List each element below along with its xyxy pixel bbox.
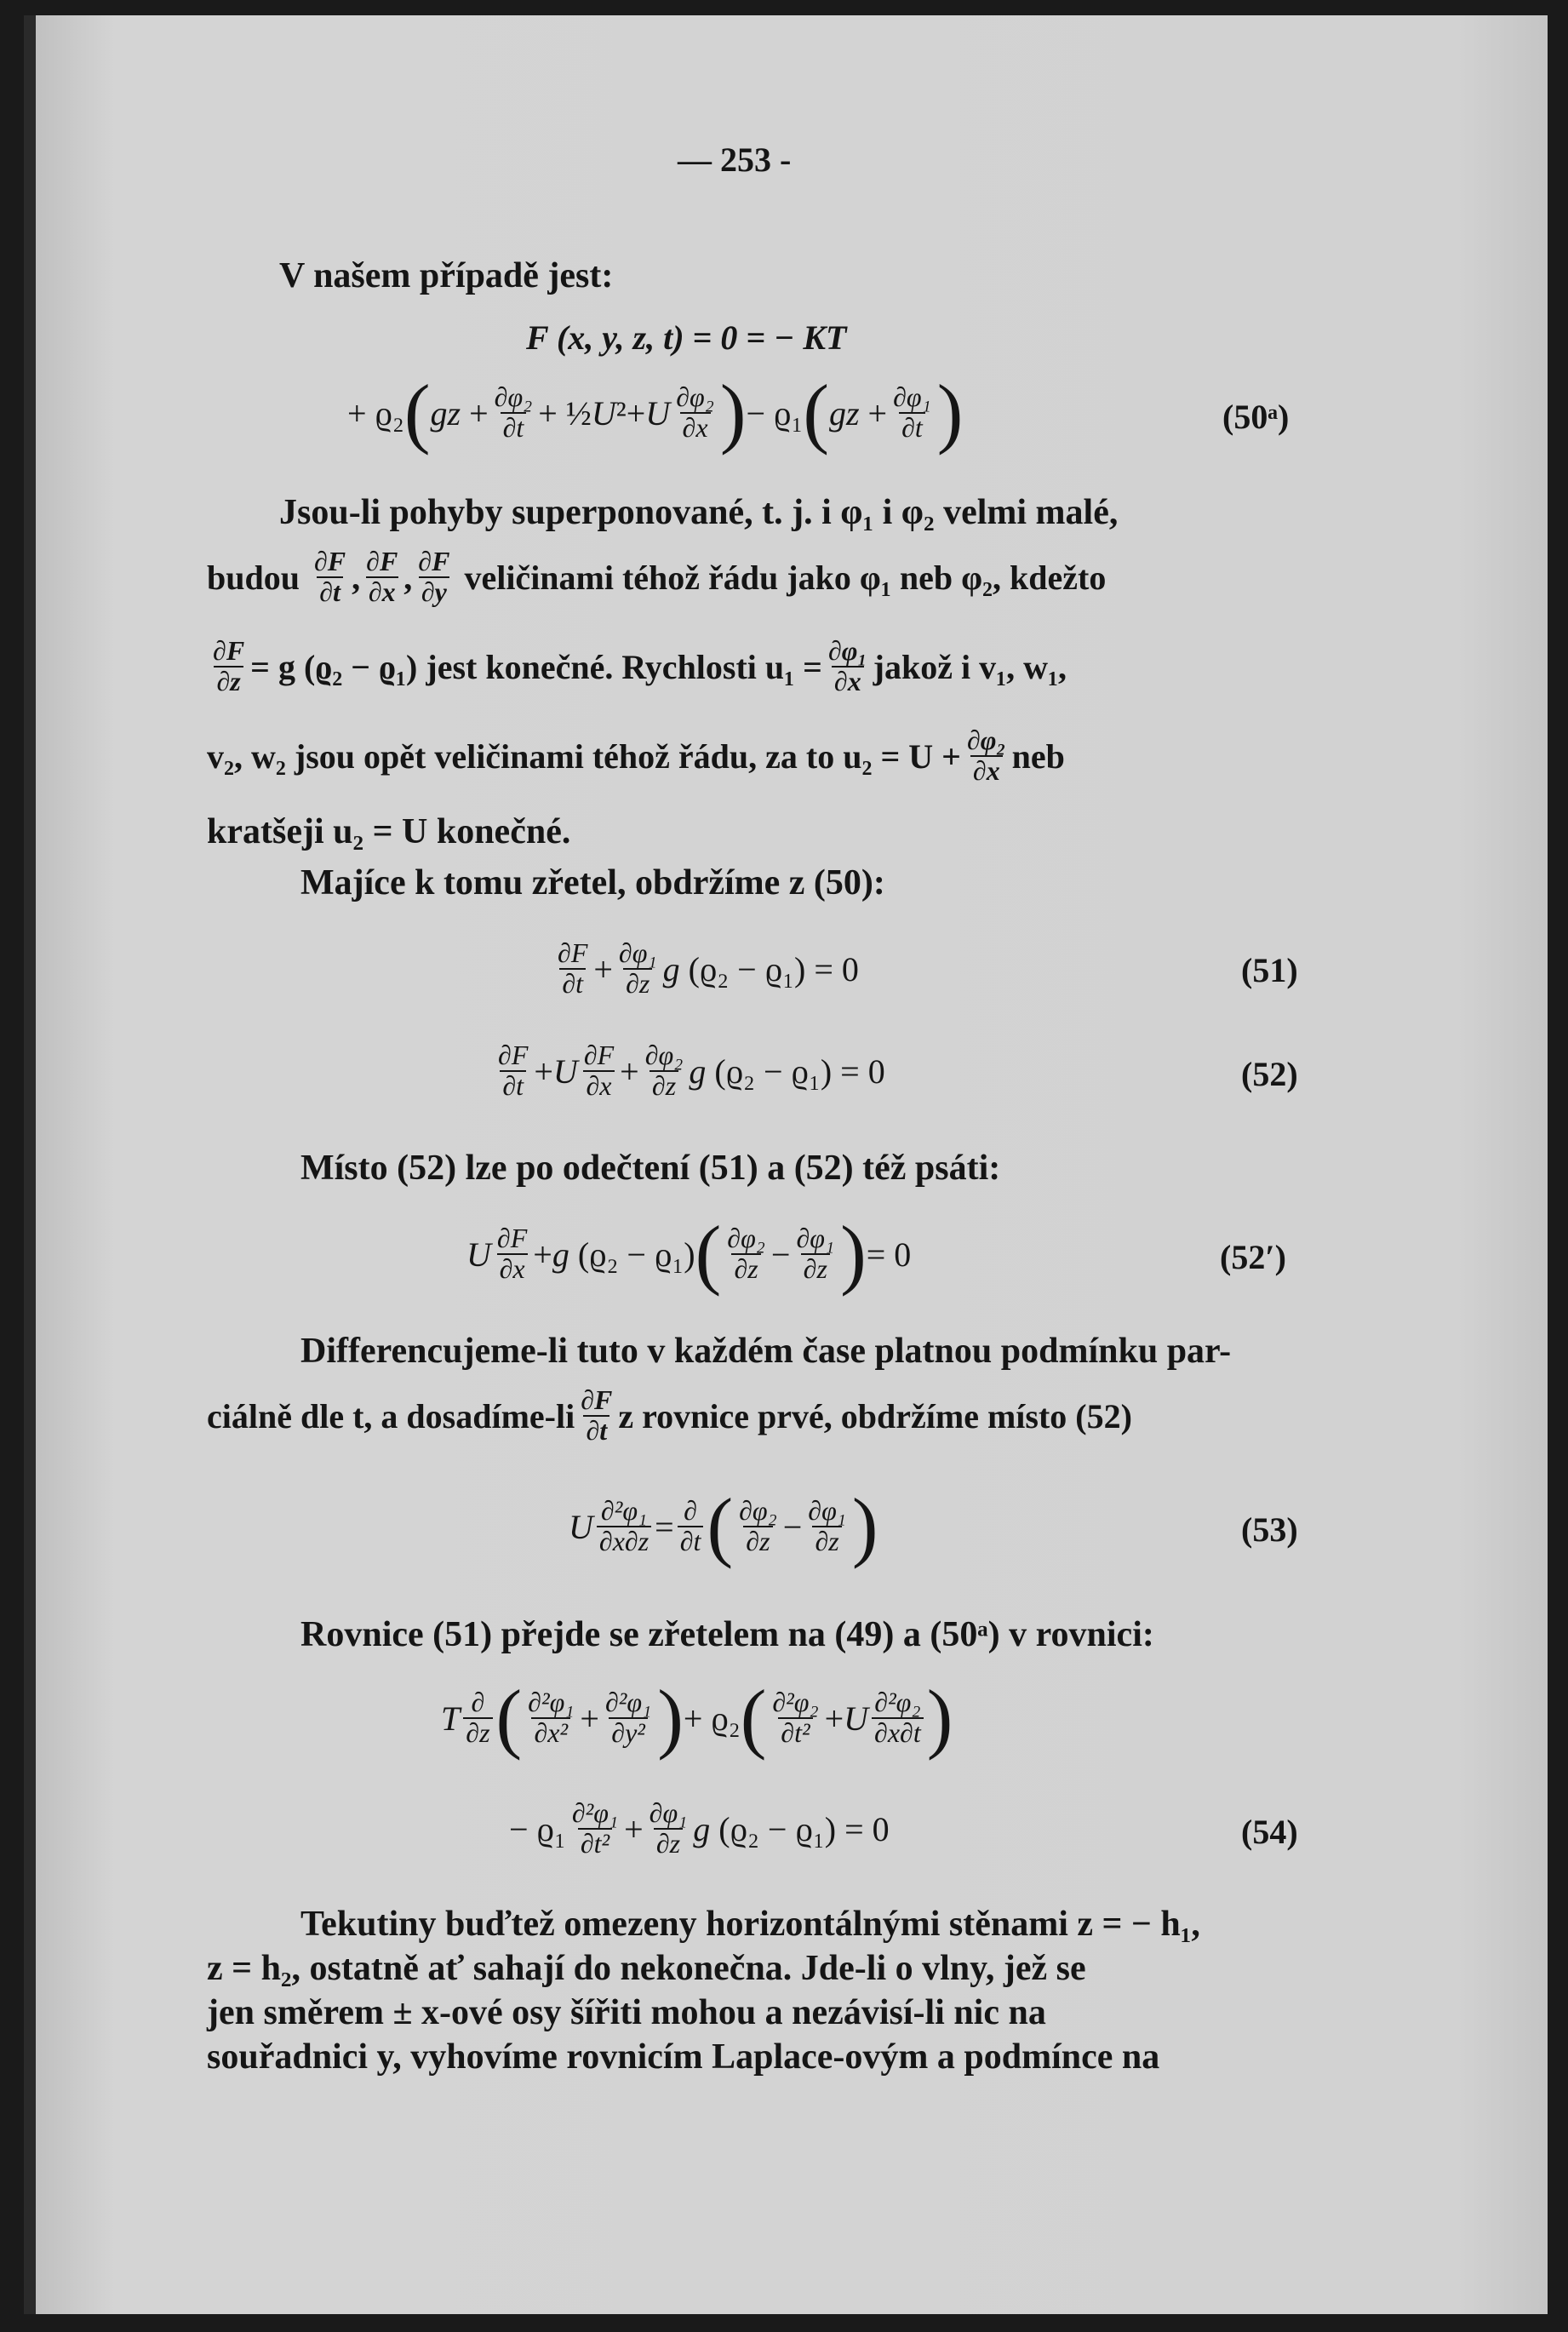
- text-line-13: z = h₂, ostatně ať sahají do nekonečna. Jde-li o vlny, jež se: [207, 1949, 1086, 1988]
- text-line-6: kratšeji u₂ = U konečné.: [207, 812, 571, 851]
- equation-54-line1: T $\frac{\partial}{\partial z}$ ( $\frac{\text{∂²φ₁}}{\text{∂x²}}$ + $\frac{\text{∂²φ₁}}{\text{∂y²}}$ ) + ϱ₂ ( $\frac{\text{∂²φ₂}}{\text{∂t²}}$ + U $\frac{\text{∂²φ₂}}{\partial x\partial t}$ ): [441, 1674, 953, 1762]
- text-line-8: Místo (52) lze po odečtení (51) a (52) též psáti:: [300, 1149, 1001, 1188]
- book-page: [24, 15, 1548, 2314]
- text-line-10: ciálně dle t, a dosadíme-li $\frac{\partial F}{\partial t}$ z rovnice prvé, obdržíme místo (52): [207, 1384, 1132, 1446]
- text-line-1: V našem případě jest:: [279, 256, 614, 295]
- text-line-4: $\frac{\partial F}{\partial z}$ = g (ϱ₂ − ϱ₁) jest konečné. Rychlosti u₁ = $\frac{\text{∂φ₁}}{\partial x}$ jakož i v₁, w₁,: [213, 635, 1067, 696]
- text-jest-konecne: = g (ϱ₂ − ϱ₁) jest konečné. Rychlosti u₁ =: [250, 647, 822, 686]
- text-neb: neb: [1011, 736, 1065, 776]
- text-z-rovnice: z rovnice prvé, obdržíme místo (52): [618, 1396, 1132, 1435]
- equation-50a-line1: [526, 318, 846, 358]
- equation-52-tag: (52): [1241, 1055, 1298, 1093]
- text-jakoz: jakož i v₁, w₁,: [873, 647, 1067, 686]
- text-jsou-opet: v₂, w₂ jsou opět veličinami téhož řádu, za to u₂ = U +: [207, 736, 961, 776]
- text-line-14: jen směrem ± x-ové osy šířiti mohou a nezávisí-li nic na: [207, 1993, 1046, 2032]
- text-line-7: Majíce k tomu zřetel, obdržíme z (50):: [300, 863, 885, 902]
- equation-54-tag: (54): [1241, 1813, 1298, 1851]
- equation-52-prime-tag: (52′): [1220, 1238, 1286, 1276]
- page-spine: [24, 15, 36, 2314]
- equation-52-prime: U $\frac{\partial F}{\partial x}$ + g (ϱ₂ − ϱ₁) ( $\frac{\text{∂φ₂}}{\partial z}$ − $\frac{\text{∂φ₁}}{\partial z}$ ) = 0: [466, 1210, 912, 1298]
- equation-52: $\frac{\partial F}{\partial t}$ + U $\frac{\partial F}{\partial x}$ + $\frac{\text{∂φ₂}}{\partial z}$ g (ϱ₂ − ϱ₁) = 0: [498, 1040, 885, 1101]
- text-velicinami: veličinami téhož řádu jako φ₁ neb φ₂, kdežto: [464, 558, 1107, 597]
- equation-50a-text: F (x, y, z, t) = 0 = − KT: [526, 318, 847, 357]
- text-line-2: Jsou-li pohyby superponované, t. j. i φ₁ i φ₂ velmi malé,: [279, 493, 1119, 532]
- equation-53-tag: (53): [1241, 1510, 1298, 1549]
- text-line-15: souřadnici y, vyhovíme rovnicím Laplace-ovým a podmínce na: [207, 2037, 1160, 2077]
- text-budou: budou: [207, 558, 300, 597]
- equation-50a-tag: (50ᵃ): [1222, 398, 1290, 436]
- text-line-5: v₂, w₂ jsou opět veličinami téhož řádu, za to u₂ = U + $\frac{\text{∂φ₂}}{\partial x}$ neb: [207, 725, 1065, 786]
- text-line-11: Rovnice (51) přejde se zřetelem na (49) a (50ᵃ) v rovnici:: [300, 1615, 1154, 1654]
- text-cialne: ciálně dle t, a dosadíme-li: [207, 1396, 575, 1435]
- text-line-9: Differencujeme-li tuto v každém čase platnou podmínku par-: [300, 1332, 1232, 1371]
- text-line-3: budou $\frac{\partial F}{\partial t}$ , $\frac{\partial F}{\partial x}$ , $\frac{\partial F}{\partial y}$ veličinami téhož řádu jako φ₁ neb φ₂, kdežto: [207, 546, 1107, 607]
- page-number: — 253 -: [678, 140, 792, 179]
- text-line-12: Tekutiny buďtež omezeny horizontálnými stěnami z = − h₁,: [300, 1905, 1200, 1944]
- equation-50a-line2: + ϱ₂ ( gz + $\frac{\text{∂φ₂}}{\partial t}$ + ½ U ²+ U $\frac{\text{∂φ₂}}{\partial x}$ ) − ϱ₁ ( gz + $\frac{\text{∂φ₁}}{\partial t}$ ): [347, 369, 964, 456]
- equation-54-line2: − ϱ₁ $\frac{\text{∂²φ₁}}{\text{∂t²}}$ + $\frac{\text{∂φ₁}}{\partial z}$ g (ϱ₂ − ϱ₁) = 0: [509, 1797, 890, 1859]
- equation-53: U $\frac{\text{∂²φ₁}}{\partial x\partial z}$ = $\frac{\partial}{\partial t}$ ( $\frac{\text{∂φ₂}}{\partial z}$ − $\frac{\text{∂φ₁}}{\partial z}$ ): [569, 1482, 878, 1570]
- equation-51-tag: (51): [1241, 951, 1298, 989]
- equation-51: $\frac{\partial F}{\partial t}$ + $\frac{\text{∂φ₁}}{\partial z}$ g (ϱ₂ − ϱ₁) = 0: [558, 937, 859, 999]
